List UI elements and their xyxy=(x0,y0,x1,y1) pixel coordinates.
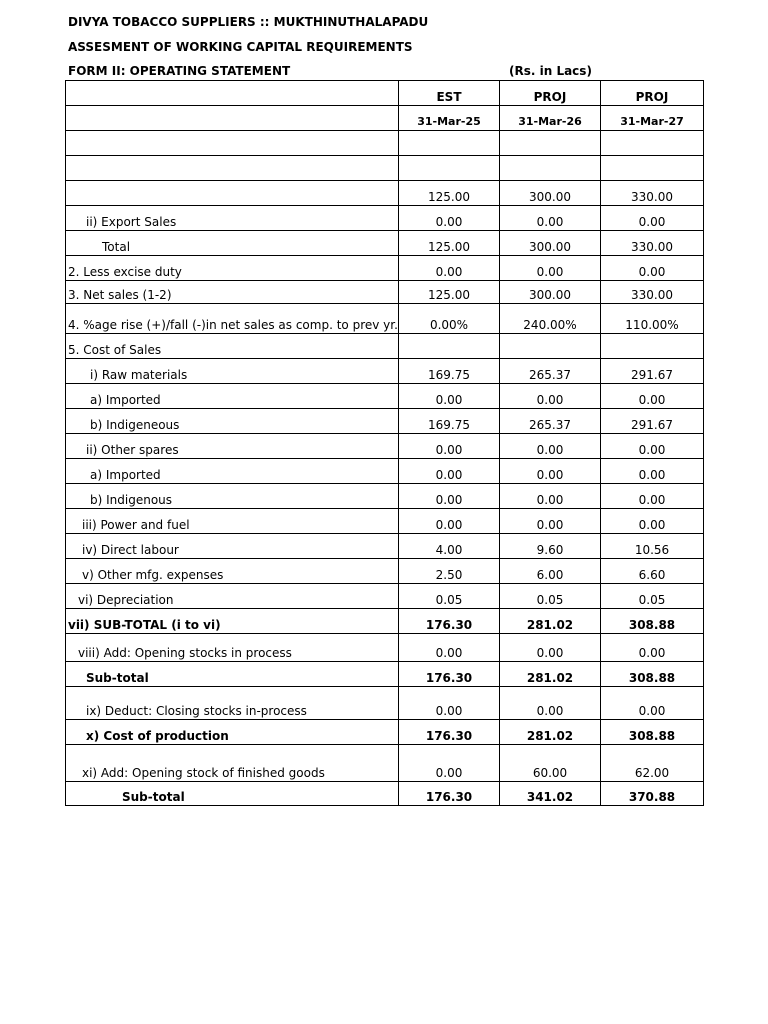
row-value-2: 0.05 xyxy=(500,584,601,609)
table-row xyxy=(66,384,704,409)
row-value-2: 0.00 xyxy=(500,509,601,534)
table-row xyxy=(66,687,704,720)
table-row xyxy=(66,745,704,782)
row-value-1: 0.00 xyxy=(399,459,500,484)
table-row xyxy=(66,281,704,304)
row-value-2: 300.00 xyxy=(500,181,601,206)
row-value-1: 0.00 xyxy=(399,687,500,720)
row-value-3: 0.00 xyxy=(601,459,704,484)
row-value-3: 6.60 xyxy=(601,559,704,584)
row-label: Total xyxy=(66,231,399,256)
col-type-1: EST xyxy=(399,81,500,106)
row-value-3: 370.88 xyxy=(601,782,704,806)
row-value-1: 0.00 xyxy=(399,206,500,231)
row-value-3: 10.56 xyxy=(601,534,704,559)
row-value-1: 176.30 xyxy=(399,720,500,745)
row-value-2: 265.37 xyxy=(500,409,601,434)
row-label: v) Other mfg. expenses xyxy=(66,559,399,584)
row-label: 3. Net sales (1-2) xyxy=(66,281,399,304)
col-date-3: 31-Mar-27 xyxy=(601,106,704,131)
table-row xyxy=(66,334,704,359)
row-value-3: 291.67 xyxy=(601,409,704,434)
row-label: iv) Direct labour xyxy=(66,534,399,559)
row-label: x) Cost of production xyxy=(66,720,399,745)
table-row xyxy=(66,434,704,459)
row-value-2: 0.00 xyxy=(500,484,601,509)
document-title: ASSESMENT OF WORKING CAPITAL REQUIREMENTS xyxy=(68,40,413,54)
row-value-3: 62.00 xyxy=(601,745,704,782)
company-title: DIVYA TOBACCO SUPPLIERS :: MUKTHINUTHALAPADU xyxy=(68,15,429,29)
row-label xyxy=(66,156,399,181)
form-title: FORM II: OPERATING STATEMENT xyxy=(68,64,291,78)
table-row xyxy=(66,409,704,434)
row-value-3: 0.00 xyxy=(601,384,704,409)
row-value-3 xyxy=(601,131,704,156)
row-label: i) Raw materials xyxy=(66,359,399,384)
row-value-2 xyxy=(500,334,601,359)
row-value-2: 0.00 xyxy=(500,434,601,459)
row-value-3: 0.00 xyxy=(601,434,704,459)
row-value-1: 0.05 xyxy=(399,584,500,609)
row-label xyxy=(66,131,399,156)
header-blank xyxy=(66,106,399,131)
row-value-1: 0.00 xyxy=(399,434,500,459)
row-value-2: 0.00 xyxy=(500,256,601,281)
row-value-1: 0.00% xyxy=(399,304,500,334)
table-row xyxy=(66,304,704,334)
table-row xyxy=(66,534,704,559)
row-label: iii) Power and fuel xyxy=(66,509,399,534)
row-value-2: 300.00 xyxy=(500,281,601,304)
col-type-3: PROJ xyxy=(601,81,704,106)
row-label: Sub-total xyxy=(66,662,399,687)
table-row xyxy=(66,459,704,484)
row-value-1: 0.00 xyxy=(399,256,500,281)
row-value-3: 330.00 xyxy=(601,281,704,304)
table-row xyxy=(66,359,704,384)
row-value-2: 300.00 xyxy=(500,231,601,256)
row-value-3: 291.67 xyxy=(601,359,704,384)
row-value-3: 110.00% xyxy=(601,304,704,334)
row-value-1: 4.00 xyxy=(399,534,500,559)
row-value-2: 6.00 xyxy=(500,559,601,584)
row-value-3: 308.88 xyxy=(601,662,704,687)
table-row xyxy=(66,720,704,745)
row-value-1: 0.00 xyxy=(399,384,500,409)
row-value-3: 330.00 xyxy=(601,181,704,206)
row-label: ix) Deduct: Closing stocks in-process xyxy=(66,687,399,720)
row-value-1: 0.00 xyxy=(399,634,500,662)
row-value-2: 281.02 xyxy=(500,609,601,634)
row-value-2: 0.00 xyxy=(500,384,601,409)
row-label: 5. Cost of Sales xyxy=(66,334,399,359)
unit-label: (Rs. in Lacs) xyxy=(509,64,592,78)
row-value-3 xyxy=(601,334,704,359)
row-value-3 xyxy=(601,156,704,181)
operating-statement-table xyxy=(65,80,704,806)
table-row xyxy=(66,231,704,256)
row-value-3: 0.00 xyxy=(601,634,704,662)
row-value-1: 176.30 xyxy=(399,609,500,634)
row-value-2: 265.37 xyxy=(500,359,601,384)
table-row xyxy=(66,206,704,231)
table-row xyxy=(66,584,704,609)
row-value-3: 0.00 xyxy=(601,484,704,509)
row-label: Sub-total xyxy=(66,782,399,806)
row-label: 4. %age rise (+)/fall (-)in net sales as comp. to prev yr. xyxy=(66,304,399,334)
row-value-3: 0.00 xyxy=(601,509,704,534)
row-value-1: 0.00 xyxy=(399,484,500,509)
row-value-2: 0.00 xyxy=(500,687,601,720)
table-row xyxy=(66,131,704,156)
row-value-1: 125.00 xyxy=(399,281,500,304)
row-label: a) Imported xyxy=(66,459,399,484)
table-row xyxy=(66,559,704,584)
row-label xyxy=(66,181,399,206)
row-value-1 xyxy=(399,156,500,181)
row-value-1: 169.75 xyxy=(399,409,500,434)
row-label: a) Imported xyxy=(66,384,399,409)
header-blank xyxy=(66,81,399,106)
row-label: xi) Add: Opening stock of finished goods xyxy=(66,745,399,782)
row-value-2: 281.02 xyxy=(500,662,601,687)
row-label: b) Indigeneous xyxy=(66,409,399,434)
table-row xyxy=(66,662,704,687)
col-type-2: PROJ xyxy=(500,81,601,106)
row-value-2: 281.02 xyxy=(500,720,601,745)
table-row xyxy=(66,509,704,534)
row-value-3: 0.05 xyxy=(601,584,704,609)
row-value-1: 169.75 xyxy=(399,359,500,384)
row-value-3: 0.00 xyxy=(601,256,704,281)
row-value-2: 341.02 xyxy=(500,782,601,806)
row-label: vi) Depreciation xyxy=(66,584,399,609)
row-value-1: 176.30 xyxy=(399,782,500,806)
row-value-2: 0.00 xyxy=(500,206,601,231)
col-date-2: 31-Mar-26 xyxy=(500,106,601,131)
header-row-date xyxy=(66,106,704,131)
row-value-1: 125.00 xyxy=(399,181,500,206)
row-value-1 xyxy=(399,334,500,359)
row-value-3: 0.00 xyxy=(601,687,704,720)
row-label: vii) SUB-TOTAL (i to vi) xyxy=(66,609,399,634)
row-value-3: 330.00 xyxy=(601,231,704,256)
row-label: b) Indigenous xyxy=(66,484,399,509)
table-row xyxy=(66,782,704,806)
table-row xyxy=(66,609,704,634)
row-value-2 xyxy=(500,131,601,156)
row-value-2: 60.00 xyxy=(500,745,601,782)
row-value-2: 0.00 xyxy=(500,459,601,484)
row-value-2: 9.60 xyxy=(500,534,601,559)
row-value-2 xyxy=(500,156,601,181)
row-label: ii) Other spares xyxy=(66,434,399,459)
row-label: viii) Add: Opening stocks in process xyxy=(66,634,399,662)
row-value-3: 308.88 xyxy=(601,720,704,745)
row-value-3: 0.00 xyxy=(601,206,704,231)
row-value-2: 240.00% xyxy=(500,304,601,334)
row-value-3: 308.88 xyxy=(601,609,704,634)
table-row xyxy=(66,256,704,281)
row-value-1: 0.00 xyxy=(399,745,500,782)
row-label: 2. Less excise duty xyxy=(66,256,399,281)
table-row xyxy=(66,156,704,181)
header-row-type xyxy=(66,81,704,106)
row-value-1: 0.00 xyxy=(399,509,500,534)
row-value-1: 176.30 xyxy=(399,662,500,687)
table-row xyxy=(66,484,704,509)
row-label: ii) Export Sales xyxy=(66,206,399,231)
table-row xyxy=(66,634,704,662)
col-date-1: 31-Mar-25 xyxy=(399,106,500,131)
row-value-1 xyxy=(399,131,500,156)
row-value-1: 2.50 xyxy=(399,559,500,584)
table-row xyxy=(66,181,704,206)
row-value-1: 125.00 xyxy=(399,231,500,256)
row-value-2: 0.00 xyxy=(500,634,601,662)
